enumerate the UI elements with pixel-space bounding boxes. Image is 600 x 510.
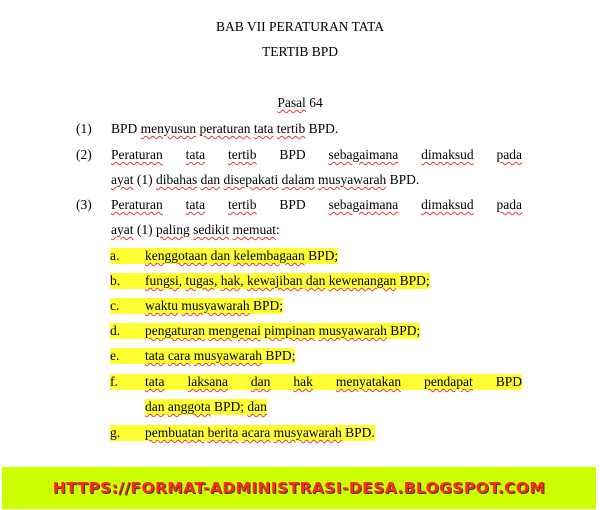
word: musyawarah (273, 425, 342, 440)
word: Peraturan (111, 197, 163, 212)
word: kewajiban (247, 273, 303, 288)
word: dimaksud (421, 197, 474, 212)
paragraph-2-line-2: ayat (1) dibahas dan disepakati dalam musyawarah BPD. (111, 172, 420, 187)
word: kelembagaan (233, 248, 305, 263)
word: paling (156, 222, 190, 237)
paragraph-number-3: (3) (76, 197, 92, 212)
word: pimpinan (264, 323, 316, 338)
word: Peraturan (111, 147, 163, 162)
word: disepakati (223, 172, 279, 187)
word: tugas (185, 273, 214, 288)
list-item-a: kenggotaan dan kelembagaan BPD; (145, 248, 339, 263)
word: musyawarah (318, 323, 387, 338)
list-item-g: pembuatan berita acara musyawarah BPD. (145, 425, 375, 440)
list-item-letter-a: a. (110, 248, 145, 264)
word: menyatakan (335, 374, 402, 389)
word: cara (167, 348, 191, 363)
word: hak (220, 273, 241, 288)
word: dan (210, 248, 231, 263)
list-item-letter-c: c. (110, 298, 145, 314)
word: pembuatan (145, 425, 205, 440)
paragraph-2-line-1: Peraturan tata tertib BPD sebagaimana dimaksud pada (111, 147, 523, 162)
word: tata (253, 121, 274, 136)
paragraph-3-line-2: ayat (1) paling sedikit memuat: (111, 222, 280, 237)
word: menyusun (140, 121, 197, 136)
list-item-letter-b: b. (110, 273, 145, 289)
paragraph-1-line-1: BPD menyusun peraturan tata tertib BPD. (111, 121, 339, 136)
word: dalam (281, 172, 315, 187)
article-heading (0, 95, 600, 111)
list-item-b: fungsi, tugas, hak, kewajiban dan kewenangan BPD; (145, 273, 430, 288)
website-url: HTTPS://FORMAT-ADMINISTRASI-DESA.BLOGSPOT.COM (52, 479, 546, 497)
word: dan (200, 172, 221, 187)
word: pengaturan (145, 323, 205, 338)
word: dan (145, 399, 165, 414)
list-item-letter-e: e. (110, 348, 145, 364)
word: dan (250, 374, 271, 389)
word: sebagaimana (328, 147, 399, 162)
word: dimaksud (421, 147, 474, 162)
list-item-d: pengaturan mengenai pimpinan musyawarah BPD; (145, 323, 421, 338)
chapter-title-line-1: BAB VII PERATURAN TATA (216, 19, 384, 34)
word: musyawarah (193, 348, 262, 363)
word: musyawarah (317, 172, 387, 187)
word: kewenangan (328, 273, 397, 288)
list-item-letter-d: d. (110, 323, 145, 339)
paragraph-number-1: (1) (76, 121, 92, 136)
article-heading-word: Pasal (277, 95, 306, 110)
word: memuat (232, 222, 276, 237)
word: musyawarah (181, 298, 250, 313)
word: waktu (145, 298, 178, 313)
word: tata (185, 147, 206, 162)
word: tertib (228, 147, 257, 162)
word: ayat (111, 172, 134, 187)
paragraph-3-line-1: Peraturan tata tertib BPD sebagaimana dimaksud pada (111, 197, 523, 212)
list-item-c: waktu musyawarah BPD; (145, 298, 283, 313)
list-item-letter-g: g. (110, 425, 145, 441)
word: sedikit (193, 222, 230, 237)
word: laksana (187, 374, 228, 389)
paragraph-number-2: (2) (76, 147, 92, 162)
word: pada (496, 147, 523, 162)
list-item-e: tata cara musyawarah BPD; (145, 348, 296, 363)
word: peraturan (199, 121, 251, 136)
word: dan (305, 273, 326, 288)
word: berita (207, 425, 239, 440)
word: tata (145, 348, 165, 363)
word: tertib (228, 197, 257, 212)
word: tertib (276, 121, 306, 136)
word: hak (293, 374, 313, 389)
word: kenggotaan (145, 248, 208, 263)
list-item-f-line-2: dan anggota BPD; dan (145, 399, 267, 414)
word: anggota (167, 399, 211, 414)
website-banner (2, 467, 596, 509)
word: pendapat (424, 374, 473, 389)
word: dibahas (156, 172, 198, 187)
article-heading-number: 64 (309, 95, 323, 110)
chapter-title-line-2: TERTIB BPD (261, 44, 339, 59)
word: pada (496, 197, 523, 212)
word: acara (241, 425, 271, 440)
word: sebagaimana (328, 197, 399, 212)
word: fungsi (145, 273, 179, 288)
word: tata (145, 374, 165, 389)
word: ayat (111, 222, 134, 237)
list-item-letter-f: f. (110, 374, 145, 390)
list-item-f-line-1: tata laksana dan hak menyatakan pendapat BPD (145, 374, 523, 389)
word: tata (185, 197, 206, 212)
word: dan (247, 399, 267, 414)
word: mengenai (208, 323, 261, 338)
